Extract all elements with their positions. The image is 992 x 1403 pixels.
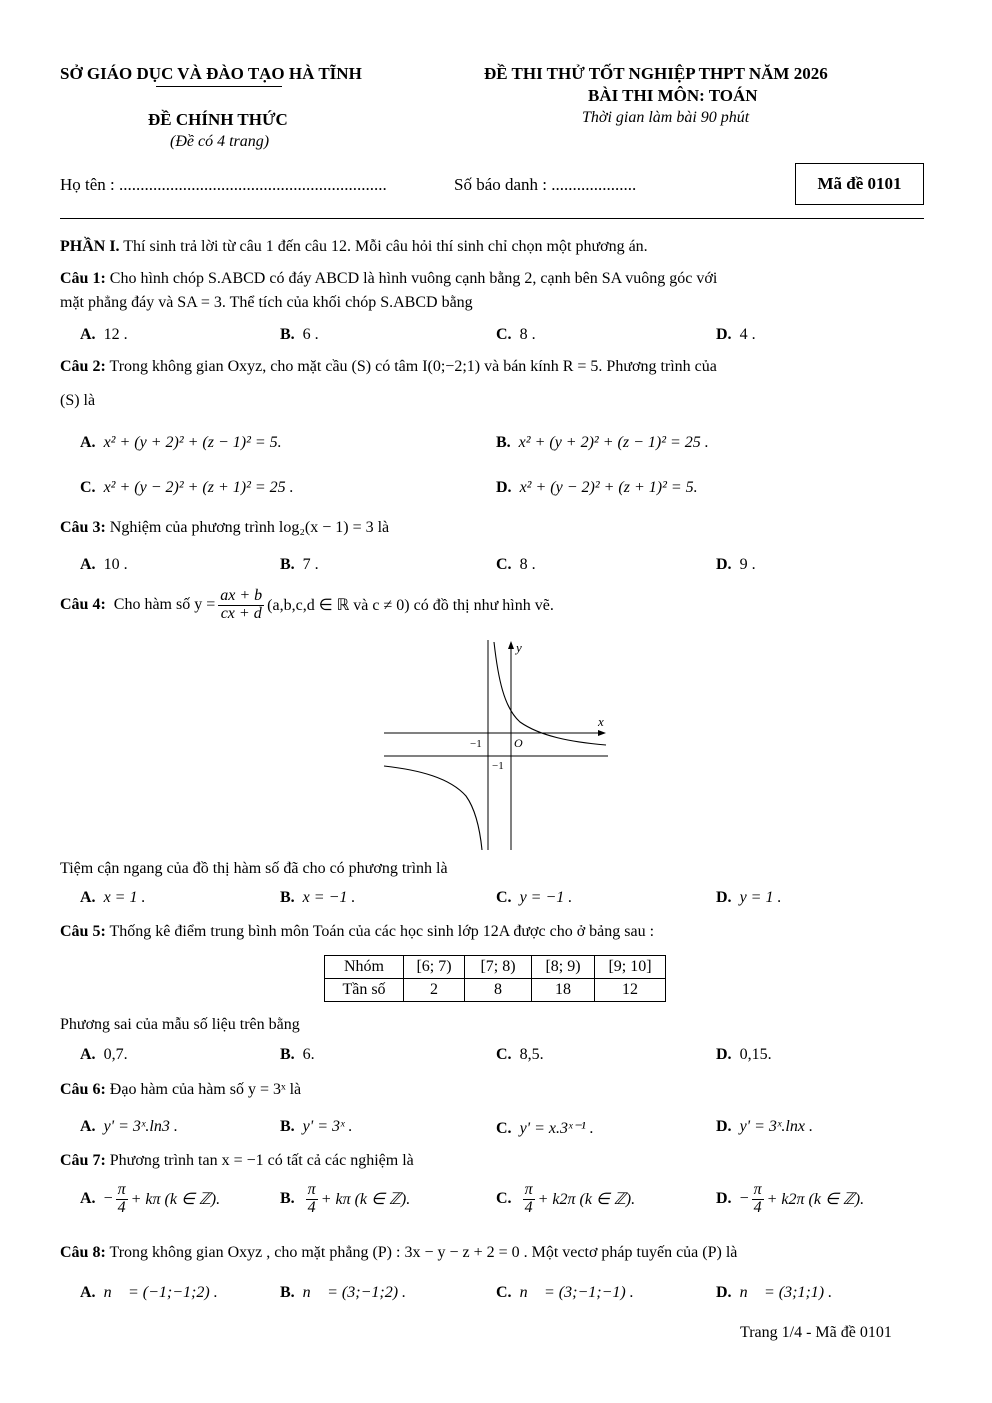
q3-option-c[interactable]: C. 8 . bbox=[496, 556, 536, 573]
exam-code: Mã đề 0101 bbox=[817, 174, 902, 193]
official-label: ĐỀ CHÍNH THỨC bbox=[148, 110, 288, 129]
q2-text-2: (S) là bbox=[60, 392, 96, 409]
time-limit: Thời gian làm bài 90 phút bbox=[582, 109, 750, 126]
q4-option-d[interactable]: D. y = 1 . bbox=[716, 889, 782, 906]
tick-y-label: −1 bbox=[492, 760, 504, 772]
q8-option-d[interactable]: D. n⃗ = (3;1;1) . bbox=[716, 1284, 833, 1301]
q1-text-2: mặt phẳng đáy và SA = 3. Thể tích của khối chóp S.ABCD bằng bbox=[60, 294, 473, 311]
q8-label: Câu 8: bbox=[60, 1244, 106, 1261]
q3-label: Câu 3: bbox=[60, 519, 106, 536]
hyperbola-graph bbox=[380, 638, 612, 852]
q4-option-a[interactable]: A. x = 1 . bbox=[80, 889, 146, 906]
q2-option-a[interactable]: A. x² + (y + 2)² + (z − 1)² = 5. bbox=[80, 434, 282, 451]
part1-heading bbox=[60, 238, 648, 256]
q3-line1 bbox=[60, 519, 389, 537]
exam-code-box bbox=[795, 163, 924, 205]
table-cell: 2 bbox=[404, 979, 465, 1002]
q5-option-b[interactable]: B. 6. bbox=[280, 1046, 315, 1063]
q8-line1 bbox=[60, 1244, 737, 1262]
q8-option-a[interactable]: A. n⃗ = (−1;−1;2) . bbox=[80, 1284, 218, 1301]
part1-instruction: Thí sinh trả lời từ câu 1 đến câu 12. Mỗi câu hỏi thí sinh chỉ chọn một phương án. bbox=[123, 238, 648, 255]
q5-option-a[interactable]: A. 0,7. bbox=[80, 1046, 128, 1063]
q1-option-a[interactable]: A. 12 . bbox=[80, 326, 128, 343]
q4-fraction: $\frac{ax + b}{cx + d}$ bbox=[220, 587, 263, 622]
x-label: x bbox=[598, 714, 604, 729]
q6-text-1: Đạo hàm của hàm số y = 3ˣ là bbox=[109, 1081, 302, 1098]
q2-option-c[interactable]: C. x² + (y − 2)² + (z + 1)² = 25 . bbox=[80, 479, 294, 496]
name-field: Họ tên : ............................................................... bbox=[60, 175, 387, 194]
y-label: y bbox=[516, 640, 522, 655]
q3-option-b[interactable]: B. 7 . bbox=[280, 556, 319, 573]
table-header-row bbox=[325, 956, 666, 979]
q1-label: Câu 1: bbox=[60, 270, 106, 287]
table-cell: Tần số bbox=[325, 979, 404, 1002]
page-footer: Trang 1/4 - Mã đề 0101 bbox=[740, 1324, 892, 1341]
q6-line1 bbox=[60, 1081, 301, 1099]
q7-option-c[interactable]: C. $\frac{\pi}{4}$ + k2π (k ∈ ℤ). bbox=[496, 1181, 636, 1216]
q1-option-c[interactable]: C. 8 . bbox=[496, 326, 536, 343]
table-cell: 8 bbox=[465, 979, 532, 1002]
header-divider bbox=[60, 218, 924, 219]
left-branch bbox=[384, 766, 482, 850]
q7-text-1: Phương trình tan x = −1 có tất cả các nghiệm là bbox=[109, 1152, 414, 1169]
table-row bbox=[325, 979, 666, 1002]
q1-line1 bbox=[60, 270, 717, 288]
q5-label: Câu 5: bbox=[60, 923, 106, 940]
q8-option-b[interactable]: B. n⃗ = (3;−1;2) . bbox=[280, 1284, 407, 1301]
q7-option-a[interactable]: A. − $\frac{\pi}{4}$ + kπ (k ∈ ℤ). bbox=[80, 1181, 221, 1216]
q4-question: Tiệm cận ngang của đồ thị hàm số đã cho có phương trình là bbox=[60, 860, 448, 877]
part1-title: PHẦN I. bbox=[60, 238, 120, 255]
tick-x-label: −1 bbox=[470, 738, 482, 750]
page-count-note: (Đề có 4 trang) bbox=[170, 133, 270, 150]
q6-option-c[interactable]: C. y' = x.3ˣ⁻¹ . bbox=[496, 1120, 594, 1137]
q3-option-d[interactable]: D. 9 . bbox=[716, 556, 756, 573]
q6-option-d[interactable]: D. y' = 3ˣ.lnx . bbox=[716, 1118, 813, 1135]
q2-option-d[interactable]: D. x² + (y − 2)² + (z + 1)² = 5. bbox=[496, 479, 698, 496]
q7-option-b[interactable]: B. $\frac{\pi}{4}$ + kπ (k ∈ ℤ). bbox=[280, 1181, 411, 1216]
subject-title: BÀI THI MÔN: TOÁN bbox=[588, 86, 758, 105]
q5-option-c[interactable]: C. 8,5. bbox=[496, 1046, 544, 1063]
q5-option-d[interactable]: D. 0,15. bbox=[716, 1046, 772, 1063]
table-cell: Nhóm bbox=[325, 956, 404, 979]
q8-text-1: Trong không gian Oxyz , cho mặt phẳng (P) : 3x − y − z + 2 = 0 . Một vectơ pháp tuyến của (P) là bbox=[109, 1244, 738, 1261]
origin-label: O bbox=[514, 736, 523, 750]
q7-label: Câu 7: bbox=[60, 1152, 106, 1169]
q4-line1 bbox=[60, 588, 554, 623]
q6-option-a[interactable]: A. y' = 3ˣ.ln3 . bbox=[80, 1118, 178, 1135]
q1-text-1: Cho hình chóp S.ABCD có đáy ABCD là hình vuông cạnh bằng 2, cạnh bên SA vuông góc với bbox=[109, 270, 718, 287]
frequency-table bbox=[324, 955, 666, 1002]
q2-label: Câu 2: bbox=[60, 358, 106, 375]
candidate-number-field: Số báo danh : .................... bbox=[454, 175, 637, 194]
table-cell: 18 bbox=[532, 979, 595, 1002]
q4-pre: Cho hàm số y = bbox=[113, 596, 216, 614]
table-cell: [8; 9) bbox=[532, 956, 595, 979]
header-underline bbox=[156, 86, 282, 87]
table-cell: [9; 10] bbox=[595, 956, 666, 979]
exam-title: ĐỀ THI THỬ TỐT NGHIỆP THPT NĂM 2026 bbox=[484, 64, 828, 83]
q1-option-b[interactable]: B. 6 . bbox=[280, 326, 319, 343]
q8-option-c[interactable]: C. n⃗ = (3;−1;−1) . bbox=[496, 1284, 634, 1301]
q2-option-b[interactable]: B. x² + (y + 2)² + (z − 1)² = 25 . bbox=[496, 434, 709, 451]
q6-option-b[interactable]: B. y' = 3ˣ . bbox=[280, 1118, 353, 1135]
department-name: SỞ GIÁO DỤC VÀ ĐÀO TẠO HÀ TĨNH bbox=[60, 64, 362, 83]
q2-text-1: Trong không gian Oxyz, cho mặt cầu (S) có tâm I(0;−2;1) và bán kính R = 5. Phương trình của bbox=[109, 358, 717, 375]
q3-text-1: Nghiệm của phương trình log₂(x − 1) = 3 là bbox=[109, 519, 390, 536]
q3-option-a[interactable]: A. 10 . bbox=[80, 556, 128, 573]
table-cell: [6; 7) bbox=[404, 956, 465, 979]
q2-line1 bbox=[60, 358, 717, 376]
table-cell: 12 bbox=[595, 979, 666, 1002]
q5-question: Phương sai của mẫu số liệu trên bằng bbox=[60, 1016, 300, 1033]
q5-line1 bbox=[60, 923, 654, 941]
q4-option-b[interactable]: B. x = −1 . bbox=[280, 889, 356, 906]
q4-post: (a,b,c,d ∈ ℝ và c ≠ 0) có đồ thị như hình vẽ. bbox=[267, 597, 554, 615]
x-axis-arrow bbox=[598, 730, 606, 736]
q7-line1 bbox=[60, 1152, 414, 1170]
q4-label: Câu 4: bbox=[60, 596, 106, 614]
q1-option-d[interactable]: D. 4 . bbox=[716, 326, 756, 343]
y-axis-arrow bbox=[508, 641, 514, 649]
q6-label: Câu 6: bbox=[60, 1081, 106, 1098]
q4-option-c[interactable]: C. y = −1 . bbox=[496, 889, 573, 906]
q7-option-d[interactable]: D. − $\frac{\pi}{4}$ + k2π (k ∈ ℤ). bbox=[716, 1181, 865, 1216]
table-cell: [7; 8) bbox=[465, 956, 532, 979]
q5-text-1: Thống kê điểm trung bình môn Toán của các học sinh lớp 12A được cho ở bảng sau : bbox=[109, 923, 655, 940]
